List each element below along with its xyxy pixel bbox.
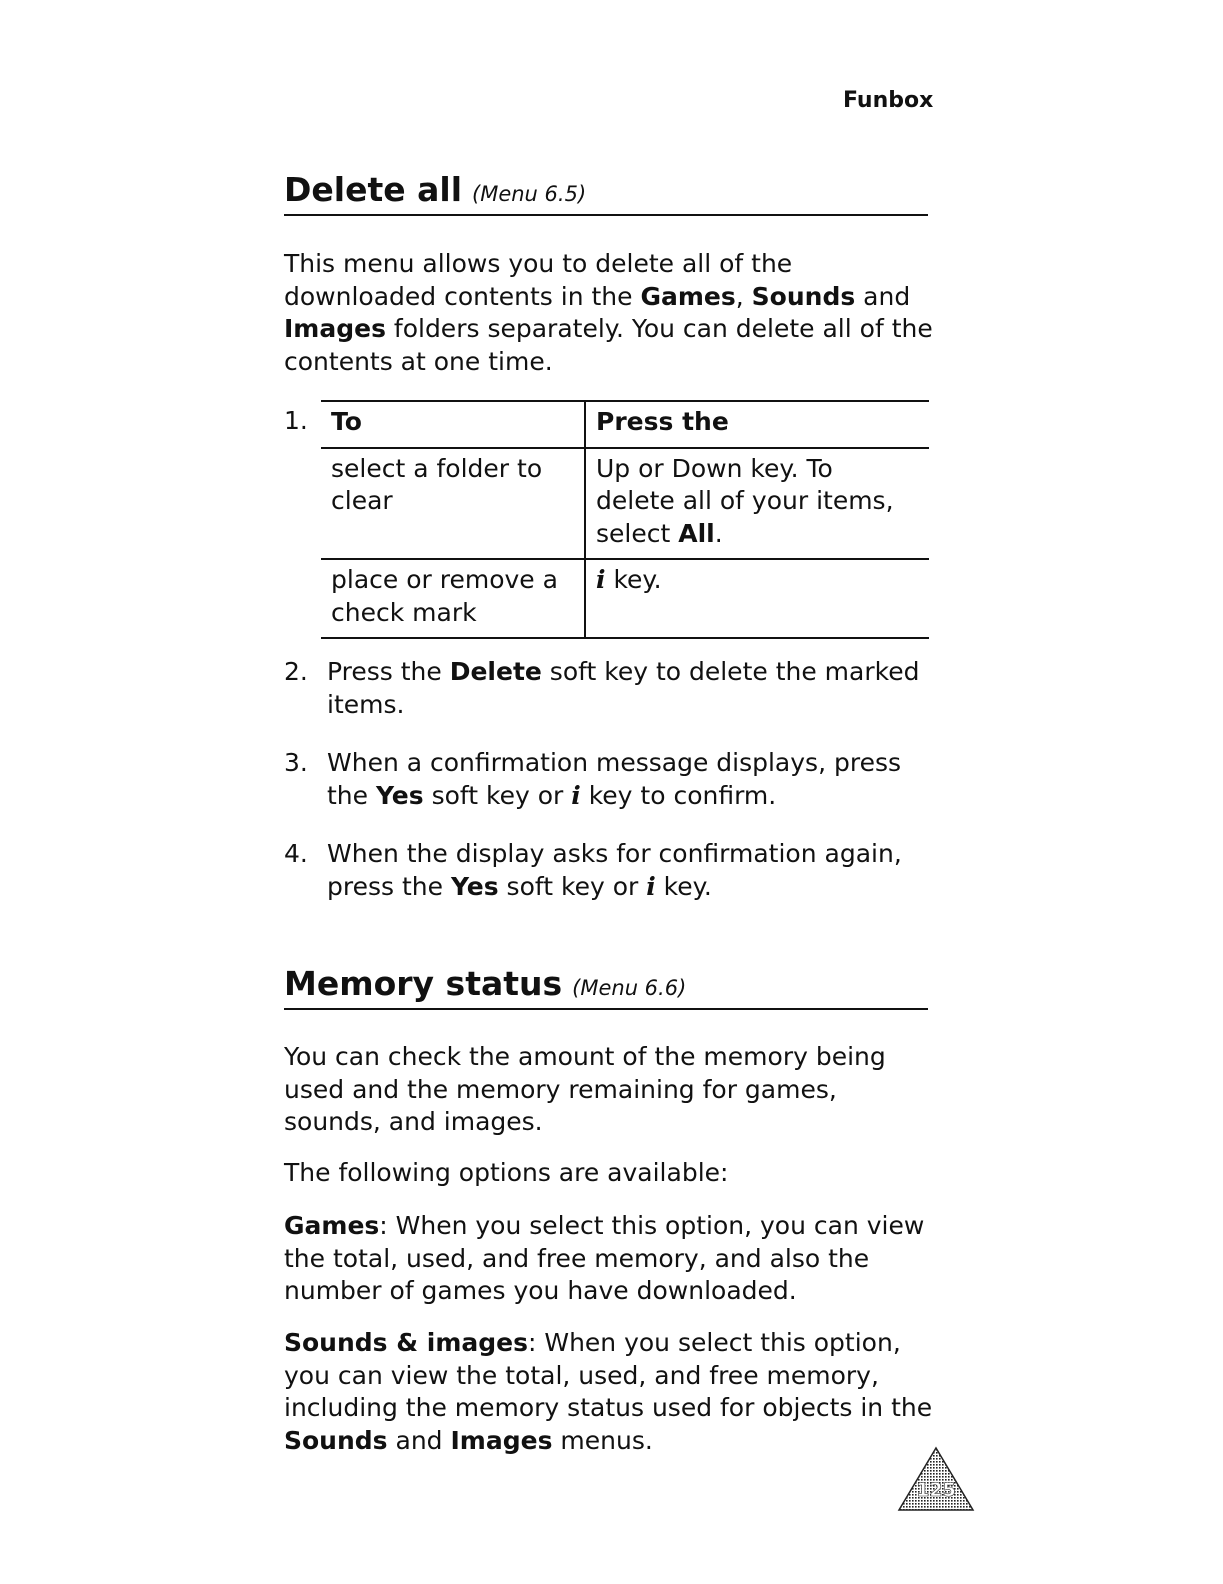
step-text-part: When a confirmation message displays, press the: [327, 748, 901, 810]
intro-bold-sounds: Sounds: [751, 281, 856, 311]
table-cell-to: select a folder to clear: [321, 448, 585, 560]
step-text-part: soft key or: [498, 871, 647, 901]
section-title-delete-all: [284, 172, 928, 216]
running-header: Funbox: [843, 88, 934, 113]
table-header-to: To: [321, 401, 585, 448]
menu-reference: (Menu 6.6): [572, 976, 687, 1000]
option-bold-sounds: Sounds: [284, 1425, 388, 1455]
step-text-part: soft key to delete the marked items.: [327, 657, 920, 719]
step-number-1: 1.: [284, 406, 308, 435]
option-text: : When you select this option, you can view the total, used, and free memory, including the memory status used for objects in the: [284, 1328, 933, 1422]
option-sounds-images: [284, 1327, 934, 1457]
step-text-part: key.: [655, 871, 712, 901]
option-text: menus.: [552, 1425, 653, 1455]
table-row: [321, 448, 929, 560]
delete-all-intro: [284, 248, 934, 378]
options-intro: The following options are available:: [284, 1158, 729, 1187]
menu-reference: (Menu 6.5): [472, 182, 587, 206]
step-text: [327, 747, 934, 812]
intro-text: and: [855, 281, 911, 311]
table-header-press: Press the: [585, 401, 929, 448]
table-cell-press: [585, 448, 929, 560]
step-item: [284, 656, 934, 721]
section-title-memory-status: [284, 966, 928, 1010]
option-games: [284, 1210, 934, 1308]
cell-text: key.: [605, 565, 662, 594]
option-label: Games: [284, 1211, 380, 1240]
step-bold: Yes: [375, 780, 424, 810]
i-key-icon: i: [646, 871, 656, 901]
table-header-row: [321, 401, 929, 448]
intro-text: This menu allows you to delete all of the downloaded contents in the: [284, 249, 793, 311]
option-text: and: [387, 1425, 451, 1455]
section-title-text: Memory status: [284, 964, 563, 1003]
step-number: 4.: [284, 839, 308, 868]
intro-bold-games: Games: [640, 281, 736, 311]
step-text: [327, 838, 934, 903]
cell-bold-all: All: [678, 518, 715, 548]
step-number: 3.: [284, 748, 308, 777]
page-number-badge: [897, 1446, 975, 1512]
step-text-part: Press the: [327, 657, 450, 686]
step-item: [284, 838, 934, 903]
table-cell-to: place or remove a check mark: [321, 559, 585, 638]
i-key-icon: i: [596, 565, 606, 594]
step-bold: Delete: [449, 657, 542, 686]
intro-text: ,: [735, 281, 752, 311]
intro-text: folders separately. You can delete all of the contents at one time.: [284, 314, 933, 376]
option-label: Sounds & images: [284, 1328, 528, 1357]
option-text: : When you select this option, you can view the total, used, and free memory, and also the number of games you have downloaded.: [284, 1211, 925, 1305]
step-text-part: When the display asks for confirmation again, press the: [327, 839, 902, 901]
step-item: [284, 747, 934, 812]
option-bold-images: Images: [450, 1425, 553, 1455]
cell-text: Up or Down key. To delete all of your items, select: [596, 453, 894, 548]
table-cell-press: [585, 559, 929, 638]
memory-intro: You can check the amount of the memory being used and the memory remaining for games, sounds, and images.: [284, 1042, 886, 1136]
key-table: [321, 400, 929, 639]
step-text-part: soft key or: [423, 780, 572, 810]
step-text-part: key to confirm.: [580, 780, 777, 810]
table-row: [321, 559, 929, 638]
page-number: 125: [916, 1479, 956, 1501]
cell-text: .: [714, 518, 723, 548]
i-key-icon: i: [571, 780, 581, 810]
section-title-text: Delete all: [284, 170, 463, 209]
step-bold: Yes: [450, 871, 499, 901]
step-text: [327, 656, 934, 721]
intro-bold-images: Images: [284, 314, 386, 343]
step-number: 2.: [284, 657, 308, 686]
